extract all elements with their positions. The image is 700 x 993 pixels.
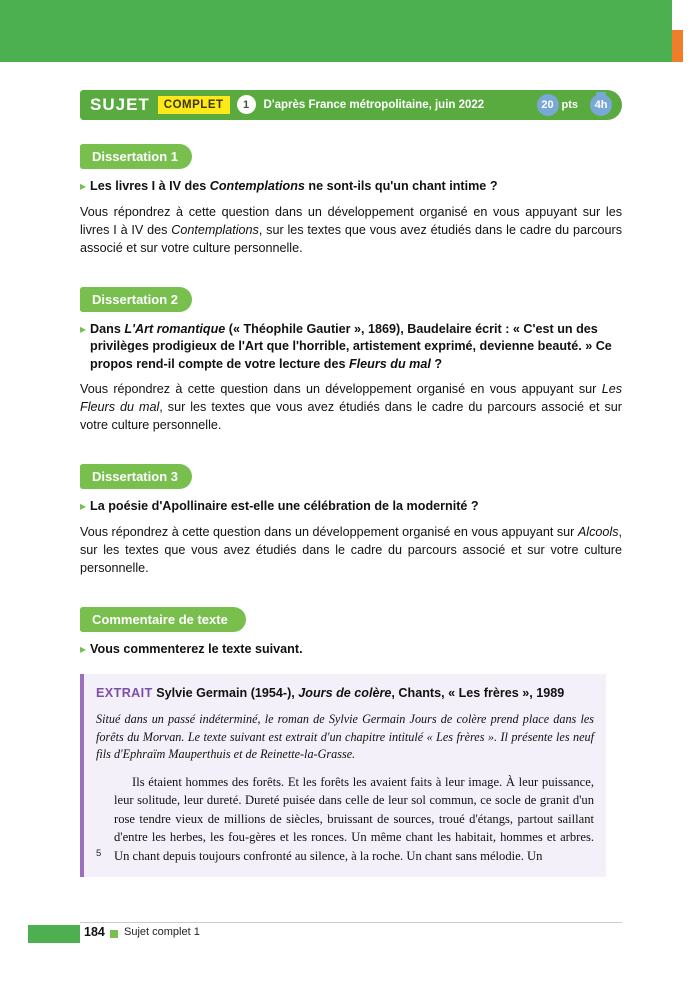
extract-chapeau: Situé dans un passé indéterminé, le roman de Sylvie Germain Jours de colère prend place dans les forêts du Morvan. Le texte suivant est extrait d'un chapitre intitulé « Les frères ». Il présente les neuf fils d'Ephraïm Mauperthuis et de Reinette-la-Grasse. xyxy=(96,712,594,761)
question-text-3: La poésie d'Apollinaire est-elle une célébration de la modernité ? xyxy=(90,499,479,513)
extract-body-part-2: gères et les ronces. Un même chant les habitait, hommes et arbres. Un chant depuis toujours confronté au silence, à la roche. Un chant sans mélodie. Un xyxy=(114,830,594,863)
top-band-right-gap xyxy=(683,30,700,62)
q2-italic2: Fleurs du mal xyxy=(348,356,431,371)
points-label: pts xyxy=(561,99,578,111)
instruction-text-2 xyxy=(80,380,622,434)
bullet-arrow-icon: ▸ xyxy=(80,321,87,336)
i1-italic: Contemplations xyxy=(171,222,259,237)
duration-badge xyxy=(590,94,612,116)
i2-italic: Les Fleurs du mal xyxy=(80,382,622,414)
sujet-header-bar xyxy=(80,90,622,120)
q2-prefix: Dans xyxy=(90,321,125,336)
i2-part2: , sur les textes que vous avez étudiés dans le cadre du parcours associé et sur votre culture personnelle. xyxy=(80,400,622,432)
bullet-arrow-icon: ▸ xyxy=(80,179,87,193)
question-line-1 xyxy=(80,178,622,196)
tag-dissertation-1: Dissertation 1 xyxy=(80,144,192,169)
q1-prefix: Les livres I à IV des xyxy=(90,179,210,193)
question-line-2 xyxy=(80,321,622,374)
q1-suffix: ne sont-ils qu'un chant intime ? xyxy=(304,179,498,193)
i2-part1: Vous répondrez à cette question dans un développement organisé en vous appuyant sur xyxy=(80,382,602,396)
extract-title-rest: , Chants, « Les frères », 1989 xyxy=(391,686,565,700)
top-band-green xyxy=(0,0,672,62)
i3-part2: , sur les textes que vous avez étudiés dans le cadre du parcours associé et sur votre culture personnelle. xyxy=(80,524,622,575)
bullet-arrow-icon: ▸ xyxy=(80,641,87,656)
commentaire-instruction-line xyxy=(80,641,622,659)
commentaire-instruction: Vous commenterez le texte suivant. xyxy=(90,641,303,656)
section-dissertation-3 xyxy=(80,464,622,577)
section-dissertation-1 xyxy=(80,144,622,257)
section-dissertation-2 xyxy=(80,287,622,435)
i3-italic: Alcools xyxy=(577,524,619,539)
extract-author: Sylvie Germain (1954-), xyxy=(156,686,299,700)
i1-part2: , sur les textes que vous avez étudiés dans le cadre du parcours associé et sur votre culture personnelle. xyxy=(80,222,623,255)
extract-box xyxy=(80,674,606,877)
question-text-1 xyxy=(90,178,497,196)
q2-italic: L'Art romantique xyxy=(124,321,226,336)
q1-italic: Contemplations xyxy=(209,179,305,193)
extract-body-part-1: Ils étaient hommes des forêts. Et les forêts les avaient faits à leur image. À leur puissance, leur solitude, leur dureté. Dureté puisée dans celle de leur sol commun, ce socle de granit d'un rose tendre vieux de millions de siècles, bruissant de sources, troué d'étangs, partout saillant d'entre les herbes, les fou- xyxy=(114,774,594,845)
page-body xyxy=(0,62,700,922)
sujet-word: SUJET xyxy=(80,90,158,120)
footer-label: Sujet complet 1 xyxy=(124,926,200,938)
points-badge xyxy=(537,94,579,116)
i3-part1: Vous répondrez à cette question dans un développement organisé en vous appuyant sur xyxy=(80,524,578,539)
line-number-5: 5 xyxy=(96,848,102,859)
clock-icon: 4h xyxy=(590,94,612,116)
top-band-notch xyxy=(672,0,700,30)
tag-dissertation-2: Dissertation 2 xyxy=(80,287,192,312)
q2-end: ? xyxy=(430,356,443,371)
instruction-text-3 xyxy=(80,523,622,577)
section-commentaire xyxy=(80,607,622,878)
question-text-2 xyxy=(90,321,622,374)
tag-commentaire: Commentaire de texte xyxy=(80,607,246,632)
i1-part1: Vous répondrez à cette question dans un développement organisé en vous appuyant sur les livres I à IV des xyxy=(80,204,622,237)
instruction-text-1 xyxy=(80,203,622,257)
q2-suffix: (« Théophile Gautier », 1869), Baudelaire écrit : « C'est un des privilèges prodigieux de l'Art que l'horrible, artistement exprimé, devienne beauté. » Ce propos rend-il compte de votre lecture des xyxy=(90,321,612,371)
tag-dissertation-3: Dissertation 3 xyxy=(80,464,192,489)
extract-reference xyxy=(156,686,564,700)
sujet-complet-badge: COMPLET xyxy=(158,96,230,114)
question-line-3 xyxy=(80,498,622,516)
sujet-source-text: D'après France métropolitaine, juin 2022 xyxy=(263,99,485,111)
page-footer xyxy=(0,922,700,956)
extract-heading xyxy=(96,684,594,702)
content-column xyxy=(80,90,622,877)
top-decorative-band xyxy=(0,0,700,62)
extract-work-title: Jours de colère xyxy=(298,686,392,700)
footer-page-number: 184 xyxy=(84,925,105,939)
top-band-orange-tab xyxy=(672,30,683,62)
footer-square-icon xyxy=(110,930,118,938)
points-value: 20 xyxy=(537,94,559,116)
footer-green-block xyxy=(28,925,80,943)
extract-body-text xyxy=(96,773,594,866)
extract-label: EXTRAIT xyxy=(96,686,153,700)
footer-divider xyxy=(80,922,622,923)
sujet-number-badge: 1 xyxy=(237,95,256,114)
bullet-arrow-icon: ▸ xyxy=(80,499,87,513)
